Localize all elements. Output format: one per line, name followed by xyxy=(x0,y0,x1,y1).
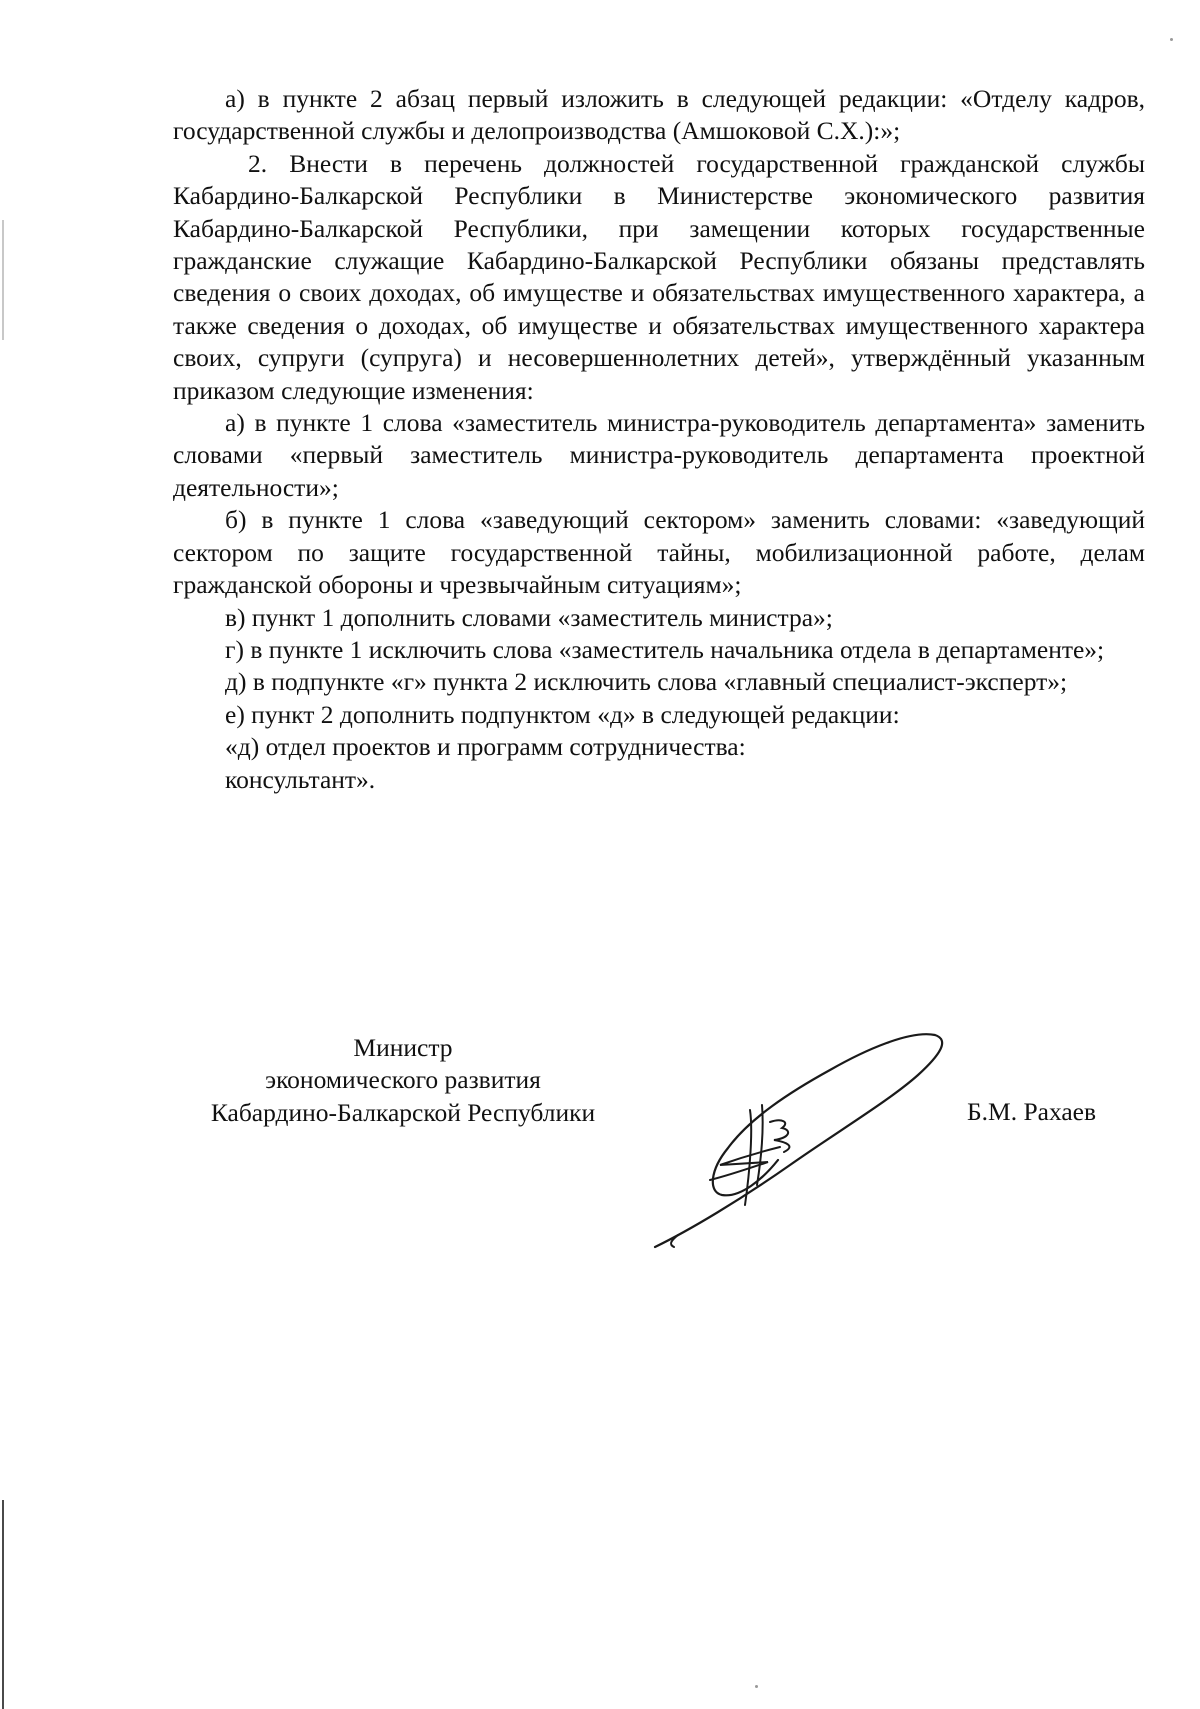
position-line: Кабардино-Балкарской Республики xyxy=(210,1097,596,1127)
paragraph-change-d: д) в подпункте «г» пункта 2 исключить слова «главный специалист-эксперт»; xyxy=(225,667,1068,697)
handwritten-signature xyxy=(650,1030,970,1260)
paragraph-item-2: 2. Внести в перечень должностей государственной гражданской службы Кабардино-Балкарской Республики в Министерстве экономического развития Кабардино-Балкарской Республики, при замещении которых государственные гражданские служащие Кабардино-Балкарской Республики обязаны представлять сведения о своих доходах, об имуществе и обязательствах имущественного характера, а также сведения о доходах, об имуществе и обязательствах имущественного характера своих, супруги (супруга) и несовершеннолетних детей», утверждённый указанным приказом следующие изменения: xyxy=(173,148,1145,405)
position-line: экономического развития xyxy=(265,1065,541,1095)
paragraph-quoted-subitem: «д) отдел проектов и программ сотрудничества: xyxy=(225,732,746,762)
document-body xyxy=(173,83,1145,796)
paragraph-quoted-position: консультант». xyxy=(225,764,376,794)
scan-edge-mark xyxy=(2,220,4,340)
scan-speck xyxy=(1170,38,1173,41)
paragraph-change-g: г) в пункте 1 исключить слова «заместитель начальника отдела в департаменте»; xyxy=(225,634,1105,664)
paragraph-change-e: е) пункт 2 дополнить подпунктом «д» в следующей редакции: xyxy=(225,699,900,729)
paragraph-amend-a: а) в пункте 2 абзац первый изложить в следующей редакции: «Отделу кадров, государственной службы и делопроизводства (Амшоковой С.Х.):»; xyxy=(173,84,1145,146)
position-line: Министр xyxy=(353,1033,453,1062)
scan-edge-mark xyxy=(2,1500,4,1709)
paragraph-change-a: а) в пункте 1 слова «заместитель министра-руководитель департамента» заменить словами «первый заместитель министра-руководитель департамента проектной деятельности»; xyxy=(173,408,1145,502)
scan-speck xyxy=(755,1685,758,1688)
signatory-position xyxy=(173,1032,633,1129)
signatory-name: Б.М. Рахаев xyxy=(967,1097,1097,1126)
paragraph-change-b: б) в пункте 1 слова «заведующий сектором» заменить словами: «заведующий сектором по защите государственной тайны, мобилизационной работе, делам гражданской обороны и чрезвычайным ситуациям»; xyxy=(173,505,1145,600)
paragraph-change-v: в) пункт 1 дополнить словами «заместитель министра»; xyxy=(225,602,833,632)
